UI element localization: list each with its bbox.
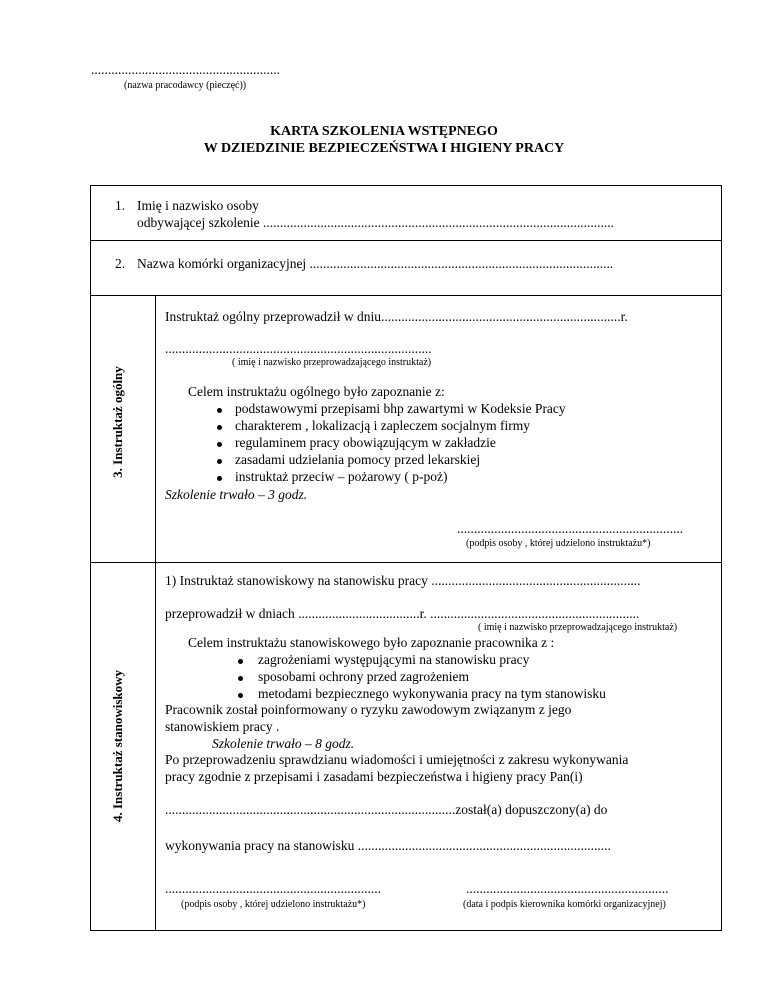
section3-item: regulaminem pracy obowiązującym w zakładzie bbox=[235, 435, 496, 450]
section4-manager-signature-label: (data i podpis kierownika komórki organizacyjnej) bbox=[463, 899, 666, 910]
section4-duration: Szkolenie trwało – 8 godz. bbox=[212, 736, 355, 751]
section4-admitted-line: ......................................................................................został(a) dopuszczony(a) do bbox=[165, 802, 608, 817]
section3-signature-dots: ................................................................... bbox=[457, 521, 684, 536]
bullet-icon bbox=[217, 408, 222, 413]
section4-instructor-label: ( imię i nazwisko przeprowadzającego instruktaż) bbox=[478, 622, 678, 633]
section4-employee-signature-label: (podpis osoby , której udzielono instruktażu*) bbox=[181, 899, 366, 910]
document-title-line2: W DZIEDZINIE BEZPIECZEŃSTWA I HIGIENY PRACY bbox=[203, 141, 565, 156]
section2-number: 2. bbox=[115, 256, 126, 271]
document-title-line1: KARTA SZKOLENIA WSTĘPNEGO bbox=[270, 124, 498, 139]
section3-duration: Szkolenie trwało – 3 godz. bbox=[165, 487, 308, 502]
bullet-icon bbox=[217, 442, 222, 447]
bullet-icon bbox=[238, 676, 243, 681]
bullet-icon bbox=[217, 425, 222, 430]
section2-unit-field: Nazwa komórki organizacyjnej .......................................................................................... bbox=[137, 256, 614, 271]
divider-2 bbox=[90, 295, 722, 296]
section1-name-field: odbywającej szkolenie ........................................................................................................ bbox=[137, 215, 614, 230]
section3-signature-label: (podpis osoby , której udzielono instruktażu*) bbox=[466, 538, 651, 549]
section4-manager-signature-dots: ............................................................ bbox=[466, 881, 669, 896]
section3-side-label: 3. Instruktaż ogólny bbox=[110, 366, 125, 478]
section4-item: metodami bezpiecznego wykonywania pracy na tym stanowisku bbox=[258, 686, 606, 701]
section4-purpose: Celem instruktażu stanowiskowego było zapoznanie pracownika z : bbox=[188, 635, 555, 650]
section1-number: 1. bbox=[115, 198, 126, 213]
section3-instructor-dots: ............................................................................... bbox=[165, 341, 432, 356]
bullet-icon bbox=[217, 459, 222, 464]
section3-item: instruktaż przeciw – pożarowy ( p-poż) bbox=[235, 469, 448, 484]
form-frame bbox=[90, 185, 722, 931]
section4-check-line1: Po przeprowadzeniu sprawdzianu wiadomości i umiejętności z zakresu wykonywania bbox=[165, 752, 629, 767]
bullet-icon bbox=[238, 693, 243, 698]
section3-item: zasadami udzielania pomocy przed lekarskiej bbox=[235, 452, 481, 467]
section4-conducted-dates: przeprowadził w dniach ....................................r. .............................................................. bbox=[165, 606, 640, 621]
section1-label: Imię i nazwisko osoby bbox=[137, 198, 259, 213]
section4-check-line2: pracy zgodnie z przepisami i zasadami bezpieczeństwa i higieny pracy Pan(i) bbox=[165, 769, 583, 784]
employer-dots: ........................................................ bbox=[91, 62, 280, 77]
section3-purpose: Celem instruktażu ogólnego było zapoznanie z: bbox=[188, 384, 445, 399]
section4-workplace-line: 1) Instruktaż stanowiskowy na stanowisku pracy .............................................................. bbox=[165, 573, 641, 588]
divider-3 bbox=[90, 562, 722, 563]
divider-1 bbox=[90, 240, 722, 241]
bullet-icon bbox=[217, 476, 222, 481]
section4-side-label: 4. Instruktaż stanowiskowy bbox=[110, 669, 125, 823]
section3-item: podstawowymi przepisami bhp zawartymi w Kodeksie Pracy bbox=[235, 401, 566, 416]
section4-item: sposobami ochrony przed zagrożeniem bbox=[258, 669, 470, 684]
bullet-icon bbox=[238, 659, 243, 664]
section3-item: charakterem , lokalizacją i zapleczem socjalnym firmy bbox=[235, 418, 530, 433]
section4-risk-line1: Pracownik został poinformowany o ryzyku zawodowym związanym z jego bbox=[165, 702, 572, 717]
side-column-divider bbox=[155, 295, 156, 931]
employer-label: (nazwa pracodawcy (pieczęć)) bbox=[124, 80, 247, 91]
section4-item: zagrożeniami występującymi na stanowisku pracy bbox=[258, 652, 530, 667]
section4-risk-line2: stanowiskiem pracy . bbox=[165, 719, 280, 734]
section4-employee-signature-dots: ................................................................ bbox=[165, 881, 381, 896]
section4-workplace-field: wykonywania pracy na stanowisku ........................................................................... bbox=[165, 838, 611, 853]
section3-instructor-label: ( imię i nazwisko przeprowadzającego instruktaż) bbox=[232, 357, 432, 368]
section3-conducted-date: Instruktaż ogólny przeprowadził w dniu.......................................................................r. bbox=[165, 309, 628, 324]
